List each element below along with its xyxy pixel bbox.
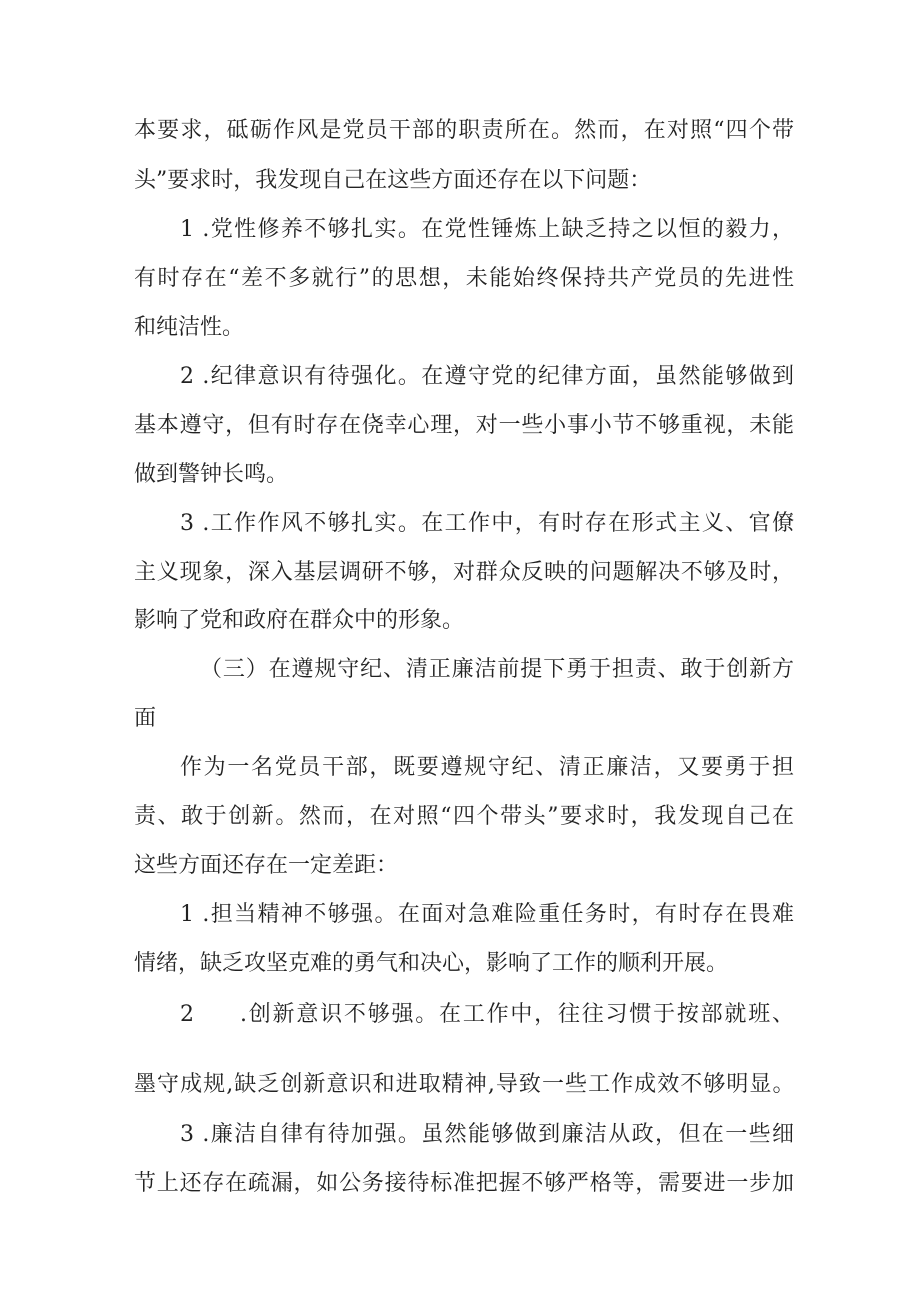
text-line: 这些方面还存在一定差距： — [134, 853, 399, 878]
text-line: 1 .党性修养不够扎实。在党性锤炼上缺乏持之以恒的毅力， — [180, 217, 794, 242]
text-line: 做到警钟长鸣。 — [134, 462, 289, 487]
text-line: 3 .廉洁自律有待加强。虽然能够做到廉洁从政，但在一些细 — [180, 1122, 794, 1147]
text-line: 有时存在“差不多就行”的思想，未能始终保持共产党员的先进性 — [134, 266, 794, 291]
section-heading: （三）在遵规守纪、清正廉洁前提下勇于担责、敢于创新方 — [200, 657, 794, 682]
text-line: 责、敢于创新。然而，在对照“四个带头”要求时，我发现自己在 — [134, 804, 794, 829]
section-heading-continuation: 面 — [134, 706, 157, 731]
text-line: 3 .工作作风不够扎实。在工作中，有时存在形式主义、官僚 — [180, 511, 794, 536]
text-line: 基本遵守，但有时存在侥幸心理，对一些小事小节不够重视，未能 — [134, 413, 794, 438]
text-line: 主义现象，深入基层调研不够，对群众反映的问题解决不够及时， — [134, 560, 794, 585]
text-line: 和纯洁性。 — [134, 315, 245, 340]
text-line: 墨守成规,缺乏创新意识和进取精神,导致一些工作成效不够明显。 — [134, 1072, 794, 1097]
text-line: 1 .担当精神不够强。在面对急难险重任务时，有时存在畏难 — [180, 902, 794, 927]
text-line: 节上还存在疏漏，如公务接待标准把握不够严格等，需要进一步加 — [134, 1171, 794, 1196]
text-line: .创新意识不够强。在工作中，往往习惯于按部就班、 — [240, 1002, 794, 1027]
text-line: 2 .纪律意识有待强化。在遵守党的纪律方面，虽然能够做到 — [180, 364, 794, 389]
text-line: 本要求，砥砺作风是党员干部的职责所在。然而，在对照“四个带 — [134, 118, 794, 143]
text-line: 影响了党和政府在群众中的形象。 — [134, 608, 465, 633]
text-line: 作为一名党员干部，既要遵规守纪、清正廉洁，又要勇于担 — [180, 755, 794, 780]
text-line: 头”要求时，我发现自己在这些方面还存在以下问题： — [134, 168, 652, 193]
list-number: 2 — [180, 1002, 194, 1027]
text-line: 情绪，缺乏攻坚克难的勇气和决心，影响了工作的顺利开展。 — [134, 951, 729, 976]
